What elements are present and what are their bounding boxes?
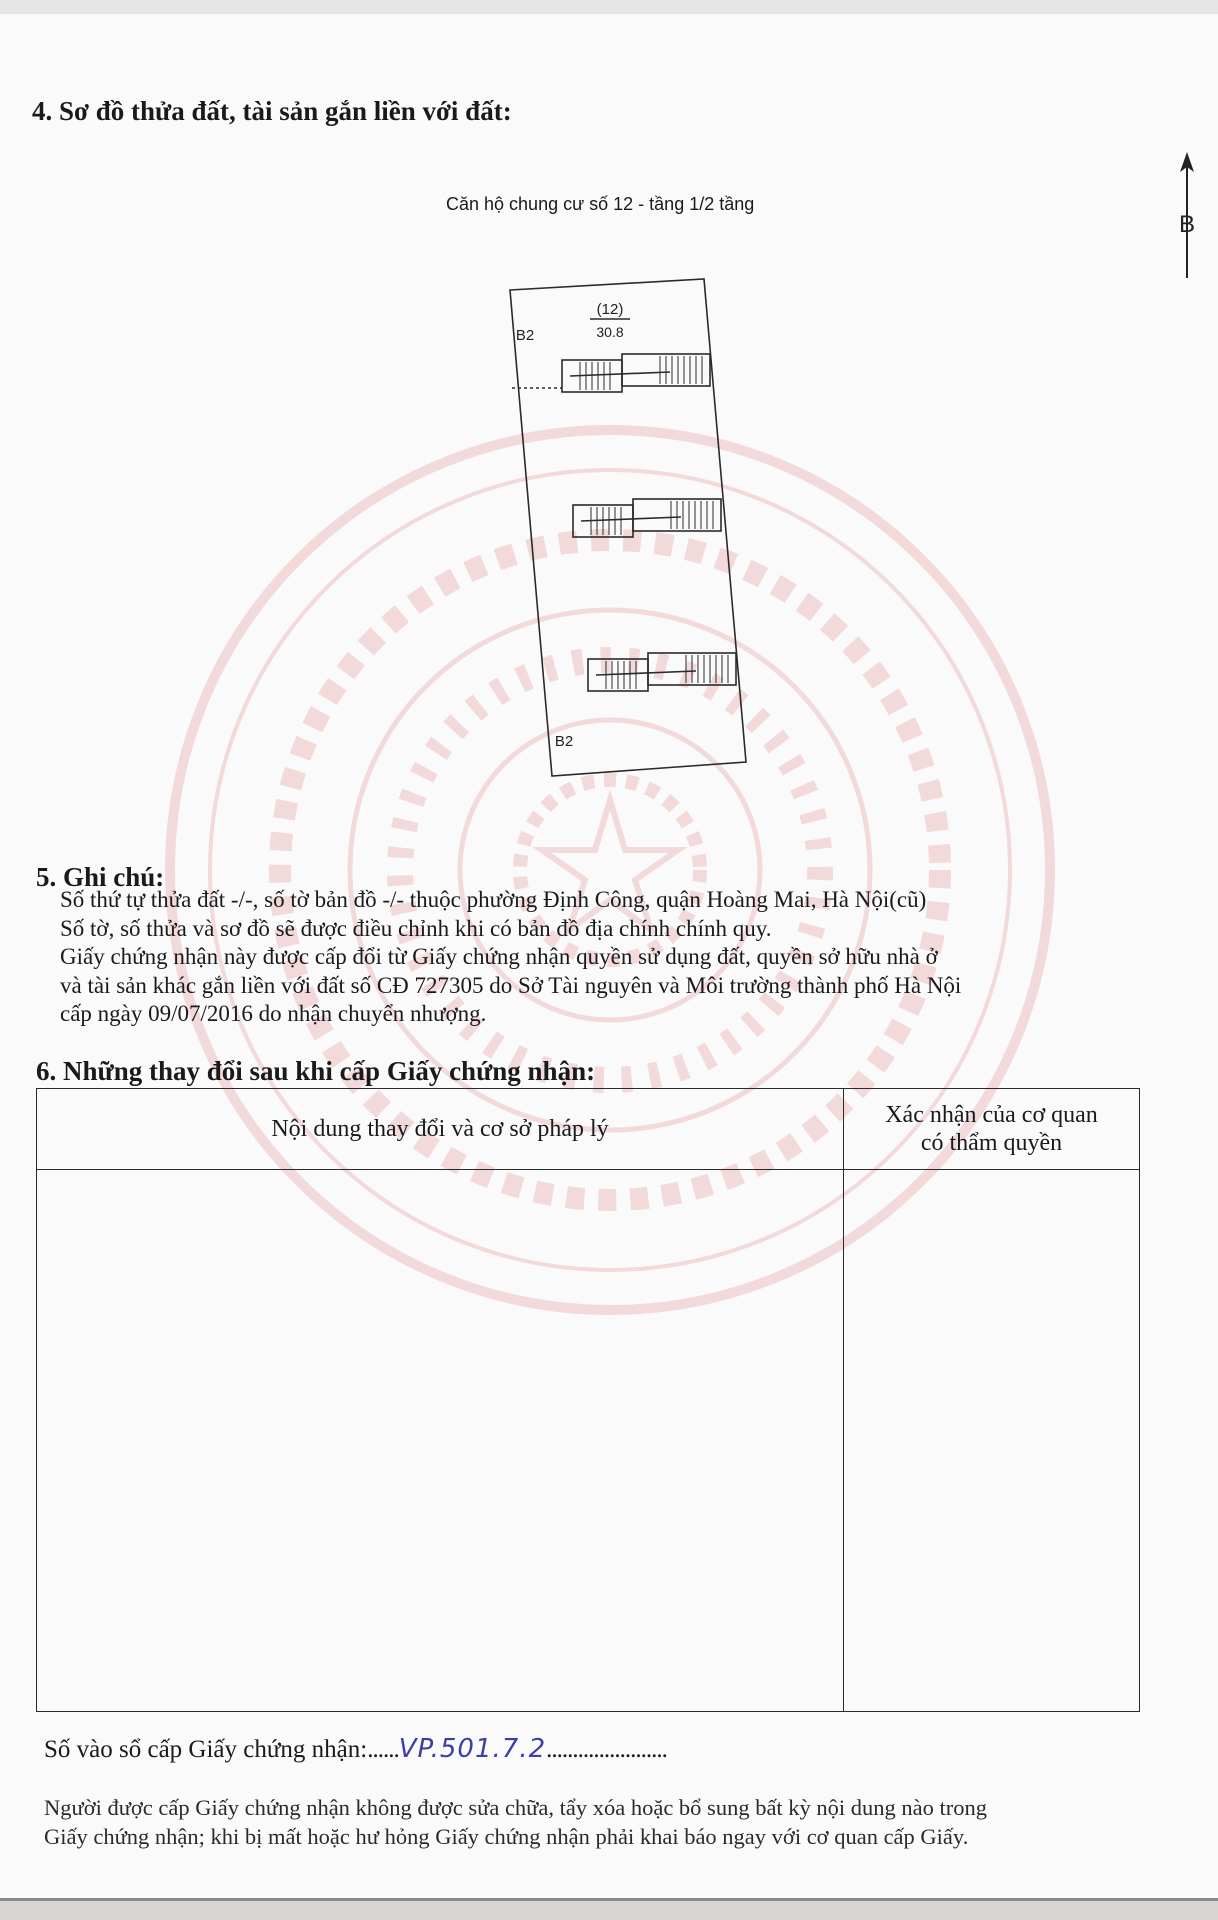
content-cell — [37, 1170, 844, 1712]
scan-top-edge — [0, 0, 1218, 14]
column-header-confirmation-line1: Xác nhận của cơ quan — [885, 1102, 1098, 1128]
note-line: cấp ngày 09/07/2016 do nhận chuyển nhượng. — [60, 1001, 487, 1026]
warning-line-1: Người được cấp Giấy chứng nhận không được sửa chữa, tẩy xóa hoặc bổ sung bất kỳ nội dung nào trong — [44, 1795, 988, 1820]
registry-number-handwritten: VP.501.7.2 — [398, 1734, 547, 1764]
unit-area-label: 30.8 — [596, 324, 624, 340]
block-label-bottom: B2 — [554, 733, 574, 750]
notes-body — [60, 886, 1180, 1029]
registry-lead-dots: ...... — [367, 1736, 399, 1763]
section-4-title: 4. Sơ đồ thửa đất, tài sản gắn liền với đất: — [32, 96, 512, 126]
registry-number-line — [44, 1734, 667, 1764]
north-label: B — [1178, 211, 1196, 238]
floor-plan-diagram — [500, 270, 760, 780]
column-header-confirmation — [844, 1089, 1140, 1170]
column-header-content: Nội dung thay đổi và cơ sở pháp lý — [37, 1089, 844, 1170]
note-line: Số thứ tự thửa đất -/-, số tờ bản đồ -/- thuộc phường Định Công, quận Hoàng Mai, Hà Nội(cũ) — [60, 887, 927, 912]
note-line: Giấy chứng nhận này được cấp đổi từ Giấy chứng nhận quyền sử dụng đất, quyền sở hữu nhà ở — [60, 944, 938, 969]
changes-table — [36, 1088, 1140, 1712]
note-line: Số tờ, số thửa và sơ đồ sẽ được điều chỉnh khi có bản đồ địa chính chính quy. — [60, 915, 772, 941]
plan-caption: Căn hộ chung cư số 12 - tầng 1/2 tầng — [446, 194, 755, 214]
section-5-title: 5. Ghi chú: — [36, 862, 165, 892]
note-line: và tài sản khác gắn liền với đất số CĐ 727305 do Sở Tài nguyên và Môi trường thành phố Hà Nội — [60, 972, 962, 998]
scan-bottom-edge — [0, 1898, 1218, 1920]
warning-line-2: Giấy chứng nhận; khi bị mất hoặc hư hỏng Giấy chứng nhận phải khai báo ngay với cơ quan cấp Giấy. — [44, 1824, 969, 1849]
registry-label: Số vào sổ cấp Giấy chứng nhận: — [44, 1736, 368, 1763]
north-arrow-icon — [1172, 150, 1202, 280]
registry-trail-dots: ....................... — [546, 1736, 667, 1763]
confirmation-cell — [844, 1170, 1140, 1712]
legal-warning — [44, 1793, 1184, 1851]
section-6-title: 6. Những thay đổi sau khi cấp Giấy chứng nhận: — [36, 1056, 596, 1086]
column-header-confirmation-line2: có thẩm quyền — [920, 1130, 1063, 1156]
unit-number-label: (12) — [596, 301, 624, 318]
block-label-top: B2 — [515, 327, 535, 344]
